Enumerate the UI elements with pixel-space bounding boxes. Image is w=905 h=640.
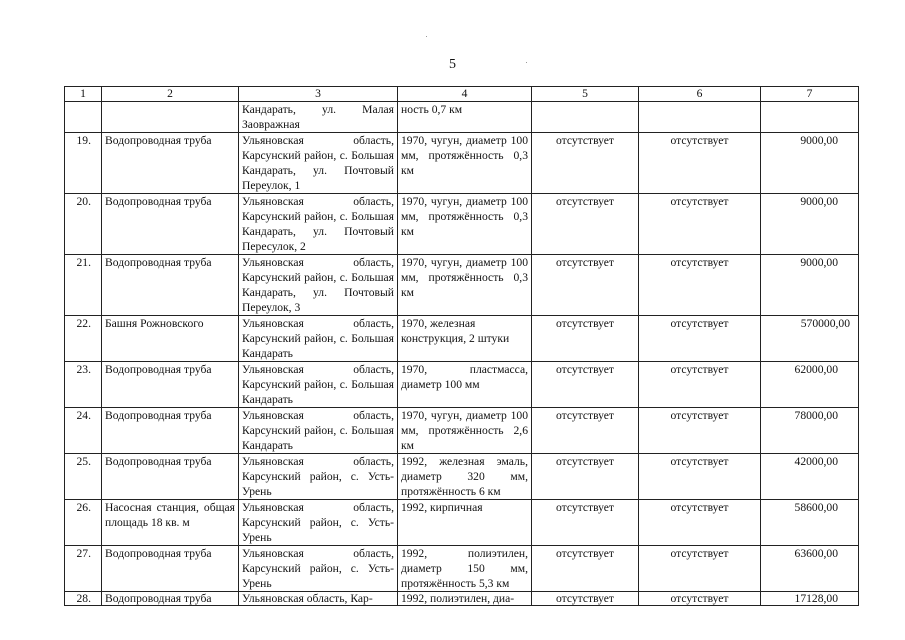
cell-address: Ульяновская область, Карсунский район, с. Усть-Урень — [239, 546, 398, 592]
cell-num: 22. — [65, 316, 102, 362]
page-number: 5 — [449, 57, 456, 72]
cell-num: 20. — [65, 194, 102, 255]
cell-cost: 17128,00 — [761, 592, 859, 606]
cell-cost: 78000,00 — [761, 408, 859, 454]
cell-num: 26. — [65, 500, 102, 546]
column-header: 1 — [65, 87, 102, 102]
cell-num: 25. — [65, 454, 102, 500]
cell-name: Водопроводная труба — [102, 454, 239, 500]
cell-num: 21. — [65, 255, 102, 316]
cell-col5: отсутствует — [532, 316, 639, 362]
cell-col6: отсутствует — [639, 362, 761, 408]
cell-characteristics: 1970, чугун, диаметр 100 мм, протяжённость 0,3 км — [398, 133, 532, 194]
cell-cost: 570000,00 — [761, 316, 859, 362]
column-header: 4 — [398, 87, 532, 102]
cell-address: Ульяновская область, Карсунский район, с. Большая Кандарать — [239, 316, 398, 362]
cell-col5: отсутствует — [532, 408, 639, 454]
table-row — [65, 546, 859, 592]
cell-col6: отсутствует — [639, 408, 761, 454]
column-header: 7 — [761, 87, 859, 102]
cell-name: Водопроводная труба — [102, 592, 239, 606]
cell-name: Водопроводная труба — [102, 546, 239, 592]
cell-characteristics: 1970, железная конструкция, 2 штуки — [398, 316, 532, 362]
cell-address: Ульяновская область, Карсунский район, с. Усть-Урень — [239, 500, 398, 546]
cell-cost: 9000,00 — [761, 133, 859, 194]
cell-cost: 9000,00 — [761, 194, 859, 255]
cell-cost: 58600,00 — [761, 500, 859, 546]
cell-num: 28. — [65, 592, 102, 606]
cell-address: Ульяновская область, Кар- — [239, 592, 398, 606]
table-row — [65, 133, 859, 194]
header-row — [65, 87, 859, 102]
table-row — [65, 592, 859, 606]
cell-num: 19. — [65, 133, 102, 194]
scan-speck — [426, 36, 427, 37]
cell-characteristics: 1970, чугун, диаметр 100 мм, протяжённость 2,6 км — [398, 408, 532, 454]
table-row — [65, 408, 859, 454]
table-row — [65, 454, 859, 500]
cell-address: Ульяновская область, Карсунский район, с. Усть-Урень — [239, 454, 398, 500]
table-row — [65, 316, 859, 362]
table-row — [65, 255, 859, 316]
cell-characteristics: 1992, полиэтилен, диаметр 150 мм, протяжённость 5,3 км — [398, 546, 532, 592]
cell-col5: отсутствует — [532, 546, 639, 592]
cell-num: 27. — [65, 546, 102, 592]
cell-name: Водопроводная труба — [102, 255, 239, 316]
cell-col6: отсутствует — [639, 316, 761, 362]
cell-name: Башня Рожновского — [102, 316, 239, 362]
column-header: 6 — [639, 87, 761, 102]
table-row — [65, 500, 859, 546]
cell-name: Насосная станция, общая площадь 18 кв. м — [102, 500, 239, 546]
cell-num — [65, 102, 102, 133]
cell-num: 24. — [65, 408, 102, 454]
cell-col6: отсутствует — [639, 454, 761, 500]
cell-cost: 42000,00 — [761, 454, 859, 500]
cell-cost: 62000,00 — [761, 362, 859, 408]
cell-col6: отсутствует — [639, 194, 761, 255]
cell-characteristics: ность 0,7 км — [398, 102, 532, 133]
cell-characteristics: 1992, железная эмаль, диаметр 320 мм, протяжённость 6 км — [398, 454, 532, 500]
cell-col5: отсутствует — [532, 255, 639, 316]
cell-name — [102, 102, 239, 133]
cell-name: Водопроводная труба — [102, 133, 239, 194]
cell-col5: отсутствует — [532, 362, 639, 408]
cell-col6: отсутствует — [639, 592, 761, 606]
cell-characteristics: 1970, пластмасса, диаметр 100 мм — [398, 362, 532, 408]
cell-col6: отсутствует — [639, 500, 761, 546]
property-registry-table — [64, 86, 859, 606]
cell-cost — [761, 102, 859, 133]
table-row — [65, 362, 859, 408]
cell-address: Ульяновская область, Карсунский район, с. Большая Кандарать, ул. Почтовый Переулок, 1 — [239, 133, 398, 194]
cell-col5: отсутствует — [532, 592, 639, 606]
cell-characteristics: 1970, чугун, диаметр 100 мм, протяжённость 0,3 км — [398, 194, 532, 255]
cell-col5: отсутствует — [532, 500, 639, 546]
cell-characteristics: 1970, чугун, диаметр 100 мм, протяжённость 0,3 км — [398, 255, 532, 316]
column-header: 2 — [102, 87, 239, 102]
column-header: 3 — [239, 87, 398, 102]
continuation-row — [65, 102, 859, 133]
cell-address: Кандарать, ул. Малая Заовражная — [239, 102, 398, 133]
cell-col5 — [532, 102, 639, 133]
cell-address: Ульяновская область, Карсунский район, с. Большая Кандарать, ул. Почтовый Переулок, 3 — [239, 255, 398, 316]
cell-col5: отсутствует — [532, 454, 639, 500]
cell-cost: 9000,00 — [761, 255, 859, 316]
cell-name: Водопроводная труба — [102, 362, 239, 408]
table-row — [65, 194, 859, 255]
cell-name: Водопроводная труба — [102, 408, 239, 454]
cell-col5: отсутствует — [532, 133, 639, 194]
cell-name: Водопроводная труба — [102, 194, 239, 255]
cell-col6: отсутствует — [639, 546, 761, 592]
cell-num: 23. — [65, 362, 102, 408]
cell-cost: 63600,00 — [761, 546, 859, 592]
cell-address: Ульяновская область, Карсунский район, с. Большая Кандарать, ул. Почтовый Пересулок, 2 — [239, 194, 398, 255]
cell-col6: отсутствует — [639, 133, 761, 194]
cell-characteristics: 1992, полиэтилен, диа- — [398, 592, 532, 606]
cell-characteristics: 1992, кирпичная — [398, 500, 532, 546]
cell-col6 — [639, 102, 761, 133]
cell-address: Ульяновская область, Карсунский район, с. Большая Кандарать — [239, 362, 398, 408]
column-header: 5 — [532, 87, 639, 102]
cell-address: Ульяновская область, Карсунский район, с. Большая Кандарать — [239, 408, 398, 454]
cell-col6: отсутствует — [639, 255, 761, 316]
cell-col5: отсутствует — [532, 194, 639, 255]
